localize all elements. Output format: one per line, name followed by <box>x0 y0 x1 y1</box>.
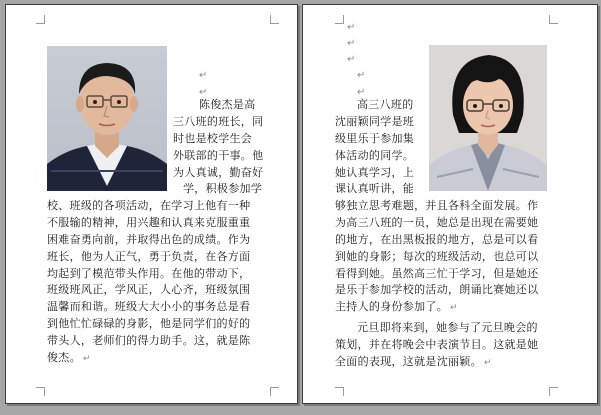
crop-mark-top-right <box>270 15 279 24</box>
document-page-right[interactable] <box>302 4 598 404</box>
paragraph-mark: ↵ <box>357 87 366 98</box>
paragraph-mark: ↵ <box>82 354 91 365</box>
text-line: 高三八班的 <box>357 98 414 111</box>
text-line: 外联部的干事。他 <box>173 148 264 162</box>
text-line: 策划，并在将晚会中表演节目。这就是她 <box>335 337 539 351</box>
paragraph-mark: ↵ <box>347 22 356 33</box>
text-line-end: 主持人的身份参加了。 <box>335 300 448 314</box>
text-line-end: 俊杰。 <box>47 351 81 365</box>
crop-mark-bottom-left <box>36 387 45 396</box>
paragraph-mark: ↵ <box>357 70 366 81</box>
text-line: 三八班的班长，同 <box>173 114 264 128</box>
text-line: 看得到她。虽然高三忙于学习，但是她还 <box>335 266 539 280</box>
text-line: 元旦即将来到，她参与了元旦晚会的 <box>357 321 538 334</box>
text-line: 校、班级的各项活动，在学习上他有一种 <box>47 199 251 212</box>
body-text-left <box>47 198 250 367</box>
crop-mark-bottom-right <box>549 387 558 396</box>
paragraph-mark: ↵ <box>199 70 208 81</box>
paragraph-mark: ↵ <box>450 303 458 314</box>
crop-mark-top-left <box>36 15 45 24</box>
text-line: 困难奋勇向前，并取得出色的成绩。作为 <box>47 232 251 246</box>
body-text-right-paragraph-2 <box>335 320 538 371</box>
text-line: 够独立思考难题，并且各科全面发展。作 <box>335 199 539 212</box>
portrait-photo-boy <box>47 46 167 191</box>
text-line: 学，积极参加学 <box>183 182 263 196</box>
portrait-photo-girl <box>429 45 547 191</box>
text-line: 到他忙忙碌碌的身影，他是同学们的好的 <box>47 317 251 331</box>
text-line: 时也是校学生会 <box>173 131 253 145</box>
text-line: 不服输的精神，用兴趣和认真来克服重重 <box>47 215 251 229</box>
text-line: 体活动的同学。 <box>335 148 415 162</box>
document-page-left[interactable] <box>5 4 298 404</box>
paragraph-mark: ↵ <box>347 38 356 49</box>
text-line <box>335 299 538 316</box>
crop-mark-bottom-right <box>270 387 279 396</box>
text-line: 是乐于参加学校的活动，朗诵比赛她还以 <box>335 283 539 297</box>
intro-text-beside-photo <box>335 97 414 198</box>
text-line <box>335 354 538 371</box>
text-line: 沈丽颖同学是班 <box>335 114 415 128</box>
text-line: 温馨而和谐。班级大大小小的事务总是看 <box>47 300 251 314</box>
text-line: 带头人，老师们的得力助手。这，就是陈 <box>47 334 251 348</box>
text-line: 她认真学习，上 <box>335 165 415 179</box>
text-line: 均起到了模范带头作用。在他的带动下， <box>47 266 251 280</box>
text-line: 到她的身影；每次的班级活动，也总可以 <box>335 249 539 263</box>
text-line: 级里乐于参加集 <box>335 131 415 145</box>
crop-mark-top-right <box>549 15 558 24</box>
paragraph-mark: ↵ <box>199 87 208 98</box>
text-line <box>47 350 250 367</box>
paragraph-mark: ↵ <box>483 357 492 368</box>
text-line-end: 全面的表现，这就是沈丽颖。 <box>335 354 482 368</box>
crop-mark-top-left <box>335 15 344 24</box>
text-line: 的地方，在出黑板报的地方，总是可以看 <box>335 232 539 246</box>
text-line: 班级班风正，学风正，人心齐，班级氛围 <box>47 283 251 297</box>
intro-text-beside-photo <box>173 97 263 198</box>
text-line: 为人真诚，勤奋好 <box>173 165 264 179</box>
crop-mark-bottom-left <box>335 387 344 396</box>
text-line: 为高三八班的一员，她总是出现在需要她 <box>335 215 539 229</box>
body-text-right <box>335 198 538 316</box>
text-line: 课认真听讲，能 <box>335 182 415 196</box>
text-line: 班长，他为人正气，勇于负责，在各方面 <box>47 249 251 263</box>
text-line: 陈俊杰是高 <box>199 98 256 111</box>
paragraph-mark: ↵ <box>347 54 356 65</box>
